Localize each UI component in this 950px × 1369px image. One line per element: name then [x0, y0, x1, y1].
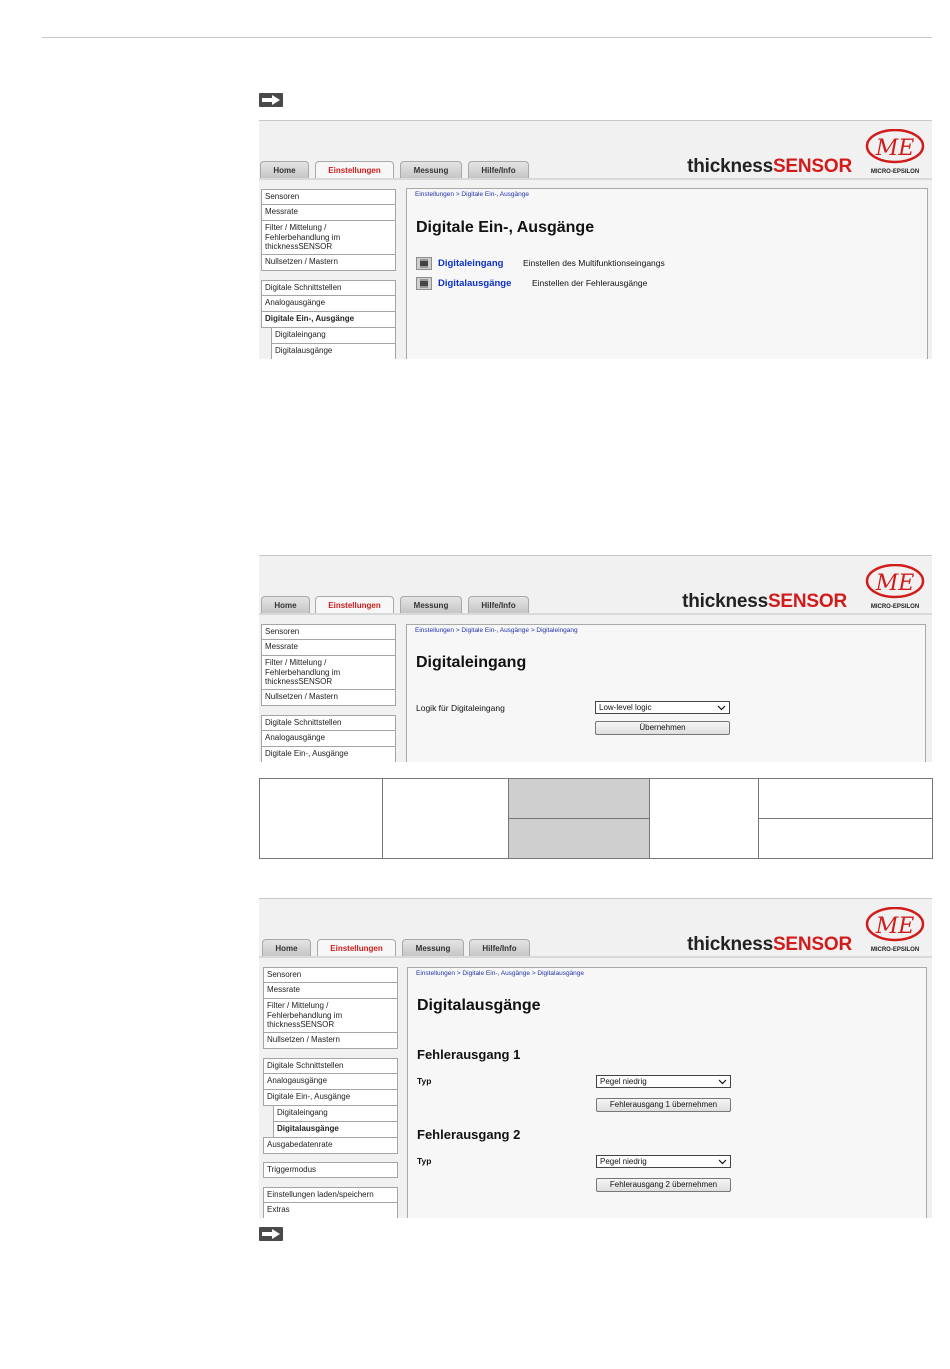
fehlerausgang-1-select[interactable]: Pegel niedrig	[596, 1075, 731, 1088]
micro-epsilon-logo: ME MICRO-EPSILON	[865, 564, 925, 610]
section-title-fehlerausgang-2: Fehlerausgang 2	[417, 1127, 521, 1142]
page-title: Digitale Ein-, Ausgänge	[416, 219, 595, 236]
content-panel	[406, 624, 926, 762]
svg-text:ME: ME	[875, 914, 915, 939]
product-logo: thicknessSENSOR	[687, 156, 852, 177]
arrow-right-icon	[259, 1227, 283, 1241]
sidebar-item-digitaleingang[interactable]: Digitaleingang	[271, 327, 396, 344]
sidebar-item-nullsetzen[interactable]: Nullsetzen / Mastern	[263, 1032, 398, 1049]
tab-einstellungen[interactable]: Einstellungen	[317, 939, 396, 958]
breadcrumb[interactable]: Einstellungen > Digitale Ein-, Ausgänge > Digitalausgänge	[416, 970, 585, 977]
fehlerausgang-2-apply-button[interactable]: Fehlerausgang 2 übernehmen	[596, 1178, 731, 1192]
sidebar-item-filter[interactable]: Filter / Mittelung / Fehlerbehandlung im thicknessSENSOR	[261, 220, 396, 255]
tab-hilfe-info[interactable]: Hilfe/Info	[468, 161, 529, 179]
content-panel	[407, 967, 927, 1218]
sidebar-item-ausgabedatenrate[interactable]: Ausgabedatenrate	[263, 1137, 398, 1154]
content-panel	[406, 188, 928, 359]
sidebar-item-digitale-ein-ausgaenge[interactable]: Digitale Ein-, Ausgänge	[261, 311, 396, 328]
tab-home[interactable]: Home	[260, 161, 309, 179]
breadcrumb[interactable]: Einstellungen > Digitale Ein-, Ausgänge	[415, 191, 530, 198]
table-cell	[383, 779, 509, 859]
fehlerausgang-1-apply-button[interactable]: Fehlerausgang 1 übernehmen	[596, 1098, 731, 1112]
sidebar-item-triggermodus[interactable]: Triggermodus	[263, 1162, 398, 1178]
product-logo: thicknessSENSOR	[687, 934, 852, 955]
table-cell	[650, 779, 759, 859]
tab-einstellungen[interactable]: Einstellungen	[315, 161, 394, 180]
sidebar-item-filter[interactable]: Filter / Mittelung / Fehlerbehandlung im thicknessSENSOR	[261, 655, 396, 690]
tab-underline	[259, 178, 932, 180]
chip-icon	[416, 277, 432, 290]
chevron-down-icon	[717, 703, 726, 712]
sidebar-item-digitale-ein-ausgaenge[interactable]: Digitale Ein-, Ausgänge	[261, 746, 396, 762]
apply-button[interactable]: Übernehmen	[595, 721, 730, 735]
screenshot-digitalausgaenge	[259, 898, 932, 1218]
sidebar-item-analogausgaenge[interactable]: Analogausgänge	[261, 295, 396, 312]
typ-label-2: Typ	[417, 1156, 432, 1166]
chip-icon	[416, 257, 432, 270]
sidebar-item-sensoren[interactable]: Sensoren	[263, 967, 398, 983]
tab-messung[interactable]: Messung	[400, 596, 462, 614]
breadcrumb[interactable]: Einstellungen > Digitale Ein-, Ausgänge > Digitaleingang	[415, 627, 578, 634]
sidebar-item-nullsetzen[interactable]: Nullsetzen / Mastern	[261, 689, 396, 706]
tab-home[interactable]: Home	[262, 939, 311, 957]
product-logo: thicknessSENSOR	[682, 591, 847, 612]
link-row-digitaleingang	[416, 257, 816, 271]
tab-home[interactable]: Home	[261, 596, 310, 614]
sidebar-item-messrate[interactable]: Messrate	[261, 639, 396, 656]
page-top-rule	[42, 37, 932, 38]
sidebar-item-extras[interactable]: Extras	[263, 1202, 398, 1218]
empty-table	[259, 778, 933, 859]
micro-epsilon-logo: ME MICRO-EPSILON	[865, 129, 925, 175]
sidebar-item-digitalausgaenge[interactable]: Digitalausgänge	[273, 1121, 398, 1138]
chevron-down-icon	[718, 1077, 727, 1086]
sidebar-item-digitale-schnittstellen[interactable]: Digitale Schnittstellen	[261, 280, 396, 296]
fehlerausgang-2-select[interactable]: Pegel niedrig	[596, 1155, 731, 1168]
sidebar-item-digitaleingang[interactable]: Digitaleingang	[273, 1105, 398, 1122]
chevron-down-icon	[718, 1157, 727, 1166]
sidebar-item-analogausgaenge[interactable]: Analogausgänge	[261, 730, 396, 747]
tab-messung[interactable]: Messung	[402, 939, 464, 957]
sidebar-item-nullsetzen[interactable]: Nullsetzen / Mastern	[261, 254, 396, 271]
link-description: Einstellen der Fehlerausgänge	[532, 278, 648, 288]
svg-text:ME: ME	[875, 571, 915, 596]
logic-select[interactable]: Low-level logic	[595, 701, 730, 714]
section-title-fehlerausgang-1: Fehlerausgang 1	[417, 1047, 521, 1062]
sidebar-item-messrate[interactable]: Messrate	[263, 982, 398, 999]
sidebar-item-sensoren[interactable]: Sensoren	[261, 624, 396, 640]
typ-label-1: Typ	[417, 1076, 432, 1086]
link-digitaleingang[interactable]: Digitaleingang	[438, 258, 504, 269]
sidebar-item-digitale-ein-ausgaenge[interactable]: Digitale Ein-, Ausgänge	[263, 1089, 398, 1106]
sidebar-item-digitalausgaenge[interactable]: Digitalausgänge	[271, 343, 396, 359]
arrow-right-icon	[259, 93, 283, 107]
tab-underline	[259, 956, 932, 958]
link-row-digitalausgaenge	[416, 277, 816, 291]
sidebar-item-digitale-schnittstellen[interactable]: Digitale Schnittstellen	[263, 1058, 398, 1074]
table-cell	[260, 779, 383, 859]
page-title: Digitaleingang	[416, 654, 527, 671]
screenshot-digital-io	[259, 120, 932, 359]
table-cell	[509, 819, 650, 859]
micro-epsilon-logo: ME MICRO-EPSILON	[865, 907, 925, 953]
table-cell	[759, 779, 933, 819]
tab-hilfe-info[interactable]: Hilfe/Info	[468, 596, 529, 614]
tab-einstellungen[interactable]: Einstellungen	[315, 596, 394, 615]
link-digitalausgaenge[interactable]: Digitalausgänge	[438, 278, 512, 289]
screenshot-digitaleingang	[259, 555, 932, 762]
sidebar-item-messrate[interactable]: Messrate	[261, 204, 396, 221]
page-title: Digitalausgänge	[417, 997, 541, 1014]
tab-hilfe-info[interactable]: Hilfe/Info	[469, 939, 530, 957]
sidebar-item-digitale-schnittstellen[interactable]: Digitale Schnittstellen	[261, 715, 396, 731]
sidebar-item-einstellungen-laden[interactable]: Einstellungen laden/speichern	[263, 1187, 398, 1203]
sidebar-item-sensoren[interactable]: Sensoren	[261, 189, 396, 205]
tab-underline	[259, 613, 932, 615]
table-cell	[509, 779, 650, 819]
tab-messung[interactable]: Messung	[400, 161, 462, 179]
svg-text:ME: ME	[875, 136, 915, 161]
table-cell	[759, 819, 933, 859]
logic-label: Logik für Digitaleingang	[416, 703, 505, 713]
sidebar-item-analogausgaenge[interactable]: Analogausgänge	[263, 1073, 398, 1090]
sidebar-item-filter[interactable]: Filter / Mittelung / Fehlerbehandlung im thicknessSENSOR	[263, 998, 398, 1033]
link-description: Einstellen des Multifunktionseingangs	[523, 258, 665, 268]
